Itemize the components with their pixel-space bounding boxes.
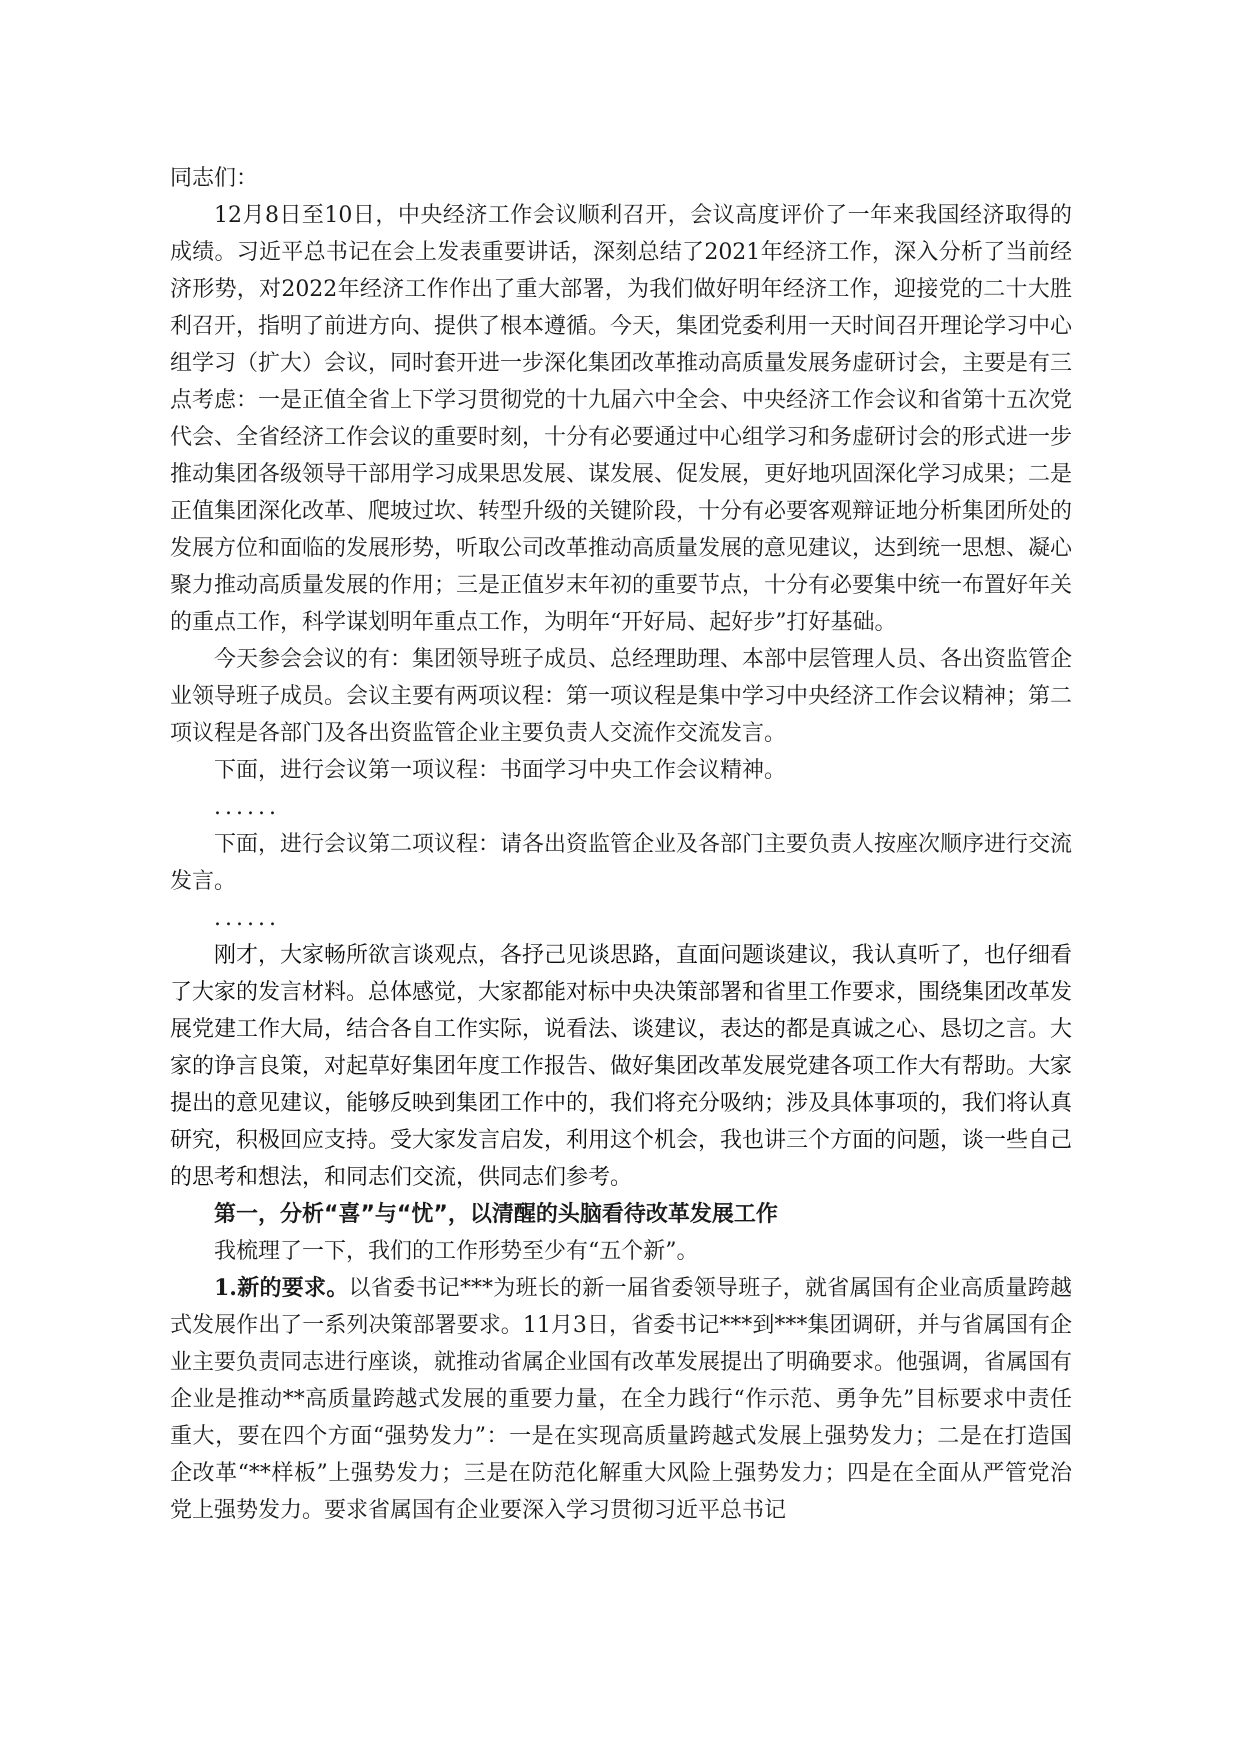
item-body: 以省委书记***为班长的新一届省委领导班子，就省属国有企业高质量跨越式发展作出了一系列决策部署要求。11月3日，省委书记***到***集团调研，并与省属国有企业主要负责同志进行座谈，就推动省属企业国有改革发展提出了明确要求。他强调，省属国有企业是推动**高质量跨越式发展的重要力量，在全力践行“作示范、勇争先”目标要求中责任重大，要在四个方面“强势发力”：一是在实现高质量跨越式发展上强势发力；二是在打造国企改革“**样板”上强势发力；三是在防范化解重大风险上强势发力；四是在全面从严管党治党上强势发力。要求省属国有企业要深入学习贯彻习近平总书记 (170, 1276, 1073, 1523)
paragraph-meeting-background: 12月8日至10日，中央经济工作会议顺利召开，会议高度评价了一年来我国经济取得的成绩。习近平总书记在会上发表重要讲话，深刻总结了2021年经济工作，深入分析了当前经济形势，对2022年经济工作作出了重大部署，为我们做好明年经济工作，迎接党的二十大胜利召开，指明了前进方向、提供了根本遵循。今天，集团党委利用一天时间召开理论学习中心组学习（扩大）会议，同时套开进一步深化集团改革推动高质量发展务虚研讨会，主要是有三点考虑：一是正值全省上下学习贯彻党的十九届六中全会、中央经济工作会议和省第十五次党代会、全省经济工作会议的重要时刻，十分有必要通过中心组学习和务虚研讨会的形式进一步推动集团各级领导干部用学习成果思发展、谋发展、促发展，更好地巩固深化学习成果；二是正值集团深化改革、爬坡过坎、转型升级的关键阶段，十分有必要客观辩证地分析集团所处的发展方位和面临的发展形势，听取公司改革推动高质量发展的意见建议，达到统一思想、凝心聚力推动高质量发展的作用；三是正值岁末年初的重要节点，十分有必要集中统一布置好年关的重点工作，科学谋划明年重点工作，为明年“开好局、起好步”打好基础。 (170, 203, 1073, 635)
ellipsis-separator: ...... (214, 906, 280, 931)
paragraph-agenda-item-one: 下面，进行会议第一项议程：书面学习中央工作会议精神。 (214, 758, 787, 783)
salutation: 同志们： (170, 166, 259, 191)
paragraph-agenda-item-two: 下面，进行会议第二项议程：请各出资监管企业及各部门主要负责人按座次顺序进行交流发言。 (170, 832, 1073, 894)
section-heading-first: 第一，分析“喜”与“忧”，以清醒的头脑看待改革发展工作 (214, 1202, 778, 1227)
paragraph-five-new: 我梳理了一下，我们的工作形势至少有“五个新”。 (214, 1239, 699, 1264)
paragraph-summary-remarks: 刚才，大家畅所欲言谈观点，各抒己见谈思路，直面问题谈建议，我认真听了，也仔细看了大家的发言材料。总体感觉，大家都能对标中央决策部署和省里工作要求，围绕集团改革发展党建工作大局，结合各自工作实际，说看法、谈建议，表达的都是真诚之心、恳切之言。大家的诤言良策，对起草好集团年度工作报告、做好集团改革发展党建各项工作大有帮助。大家提出的意见建议，能够反映到集团工作中的，我们将充分吸纳；涉及具体事项的，我们将认真研究，积极回应支持。受大家发言启发，利用这个机会，我也讲三个方面的问题，谈一些自己的思考和想法，和同志们交流，供同志们参考。 (170, 943, 1073, 1190)
item-lead: 1.新的要求。 (214, 1275, 349, 1301)
paragraph-new-requirements (170, 1270, 1072, 1529)
ellipsis-separator: ...... (214, 795, 280, 820)
paragraph-attendees-agenda: 今天参会会议的有：集团领导班子成员、总经理助理、本部中层管理人员、各出资监管企业领导班子成员。会议主要有两项议程：第一项议程是集中学习中央经济工作会议精神；第二项议程是各部门及各出资监管企业主要负责人交流作交流发言。 (170, 647, 1073, 746)
document-page (170, 160, 1072, 1529)
